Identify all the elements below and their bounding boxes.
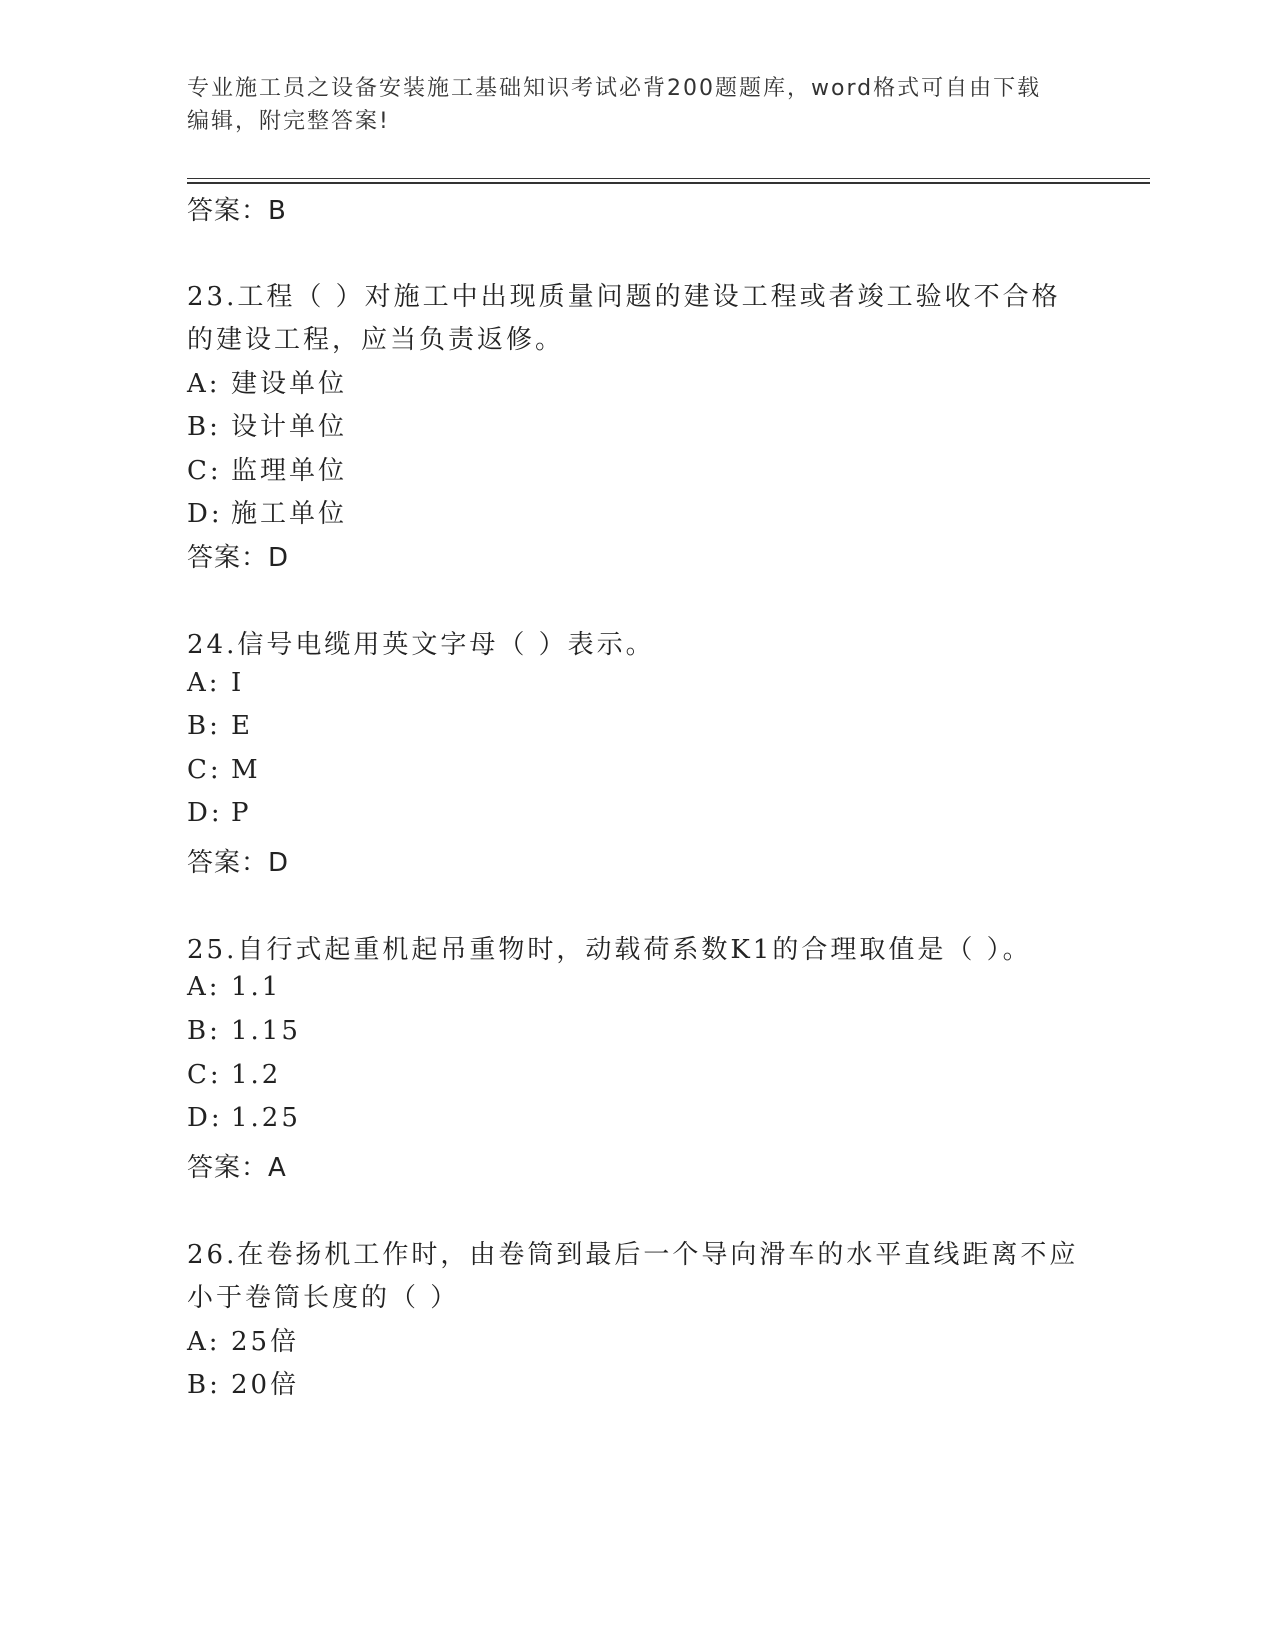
- option-text: M: [231, 755, 261, 785]
- option-text: 25倍: [231, 1327, 300, 1357]
- option-key: C:: [187, 755, 222, 785]
- option-key: B:: [187, 412, 221, 442]
- option-key: A:: [187, 972, 221, 1002]
- header-line-2: 编辑，附完整答案!: [187, 109, 390, 134]
- question-23-option-b: [187, 406, 347, 443]
- question-25-option-d: [187, 1103, 301, 1133]
- option-text: 1.25: [231, 1103, 301, 1133]
- question-23-option-d: [187, 493, 347, 530]
- option-key: D:: [187, 499, 223, 529]
- option-key: D:: [187, 1103, 223, 1133]
- question-25-text: 25.自行式起重机起吊重物时，动载荷系数K1的合理取值是（ ）。: [187, 935, 1032, 965]
- option-text: 1.2: [231, 1060, 282, 1090]
- header-line-1: 专业施工员之设备安装施工基础知识考试必背200题题库，word格式可自由下载: [187, 76, 1042, 101]
- option-key: B:: [187, 1370, 221, 1400]
- option-key: A:: [187, 1327, 221, 1357]
- question-24-answer: 答案：D: [187, 848, 290, 878]
- question-24-text: 24.信号电缆用英文字母（ ）表示。: [187, 630, 655, 660]
- question-23-text: 23.工程（ ）对施工中出现质量问题的建设工程或者竣工验收不合格: [187, 282, 1061, 312]
- question-26-option-a: [187, 1321, 299, 1358]
- question-24-option-b: [187, 711, 253, 741]
- option-text: 施工单位: [231, 499, 348, 529]
- option-text: P: [231, 798, 252, 828]
- answer-line: 答案：B: [187, 196, 287, 226]
- question-24-option-a: [187, 668, 244, 698]
- option-text: 监理单位: [231, 456, 348, 486]
- question-24-option-d: [187, 798, 252, 828]
- question-23-text-cont: 的建设工程，应当负责返修。: [187, 325, 565, 355]
- question-26-option-b: [187, 1364, 299, 1401]
- option-key: A:: [187, 369, 221, 399]
- question-23-option-c: [187, 450, 347, 487]
- option-key: A:: [187, 668, 221, 698]
- option-key: B:: [187, 711, 221, 741]
- question-25-answer: 答案：A: [187, 1153, 287, 1183]
- question-23-answer: 答案：D: [187, 543, 290, 573]
- question-24-option-c: [187, 755, 261, 785]
- option-text: 1.1: [231, 972, 282, 1002]
- option-text: 建设单位: [231, 369, 348, 399]
- header-divider: [187, 178, 1150, 179]
- question-26-text-cont: 小于卷筒长度的（ ）: [187, 1283, 460, 1313]
- option-key: C:: [187, 1060, 222, 1090]
- option-text: I: [231, 668, 245, 698]
- option-text: 设计单位: [231, 412, 348, 442]
- question-25-option-c: [187, 1060, 281, 1090]
- option-key: B:: [187, 1016, 221, 1046]
- question-23-option-a: [187, 363, 347, 400]
- option-text: 20倍: [231, 1370, 300, 1400]
- option-key: D:: [187, 798, 223, 828]
- option-key: C:: [187, 456, 222, 486]
- header-divider-thick: [187, 182, 1150, 184]
- option-text: 1.15: [231, 1016, 301, 1046]
- question-26-text: 26.在卷扬机工作时，由卷筒到最后一个导向滑车的水平直线距离不应: [187, 1240, 1079, 1270]
- option-text: E: [231, 711, 253, 741]
- question-25-option-a: [187, 972, 281, 1002]
- document-header: [187, 72, 1087, 138]
- question-25-option-b: [187, 1016, 301, 1046]
